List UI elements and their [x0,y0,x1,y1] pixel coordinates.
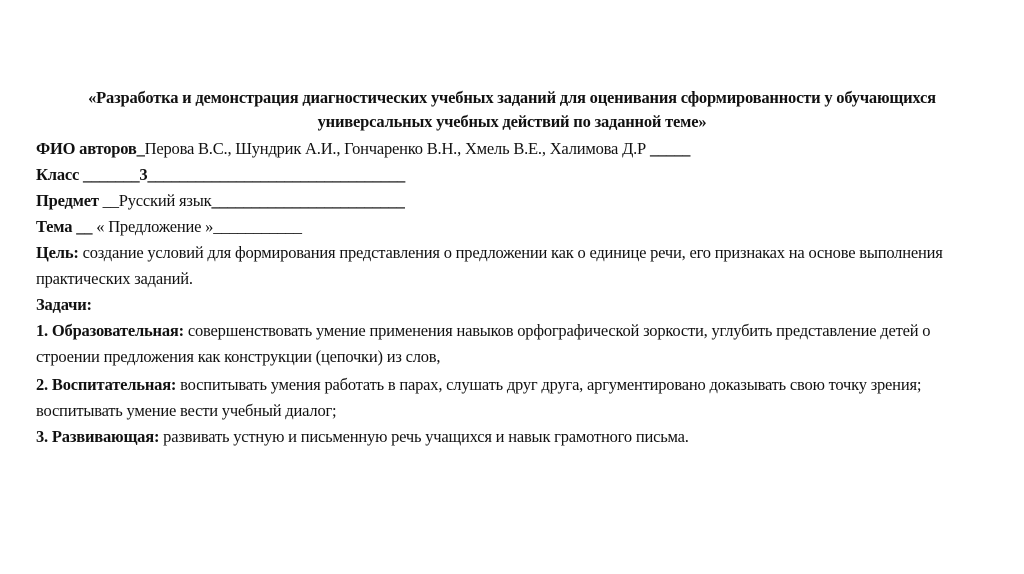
task-label: 1. Образовательная: [36,321,184,340]
topic-label: Тема __ [36,217,93,236]
subject-trail: ________________________ [211,191,405,210]
authors-row [36,136,690,162]
subject-row [36,188,405,214]
subject-lead: __ [102,191,119,210]
grade-value: 3________________________________ [139,165,406,184]
authors-trail: _____ [646,139,691,158]
authors-label: ФИО авторов_ [36,139,145,158]
topic-row [36,214,302,240]
task-label: 2. Воспитательная: [36,375,177,394]
goal-row [36,240,943,266]
task-label: 3. Развивающая: [36,427,160,446]
topic-value: « Предложение »___________ [92,217,302,236]
document-title-line-1: «Разработка и демонстрация диагностических учебных заданий для оценивания сформированности у обучающихся [88,88,936,107]
task-text-line-1: воспитывать умения работать в парах, слушать друг друга, аргументировано доказывать свою точку зрения; [176,375,922,394]
goal-text-line-1: создание условий для формирования представления о предложении как о единице речи, его признаках на основе выполнения [78,243,943,262]
tasks-heading: Задачи: [36,295,92,314]
task-text-line-1: совершенствовать умение применения навыков орфографической зоркости, углубить представление детей о [183,321,931,340]
task-item-educational [36,318,930,344]
task-item-upbringing [36,372,921,398]
task-text-line-1: развивать устную и письменную речь учащихся и навык грамотного письма. [159,427,689,446]
task-text-line-2: воспитывать умение вести учебный диалог; [36,401,337,420]
goal-label: Цель: [36,243,79,262]
goal-text-line-2: практических заданий. [36,269,193,288]
grade-label: Класс _______ [36,165,140,184]
document-title-line-2: универсальных учебных действий по заданной теме» [317,112,707,131]
task-text-line-2: строении предложения как конструкции (цепочки) из слов, [36,347,441,366]
subject-label: Предмет [36,191,103,210]
authors-value: Перова В.С., Шундрик А.И., Гончаренко В.Н., Хмель В.Е., Халимова Д.Р [144,139,647,158]
grade-row [36,162,405,188]
task-item-developmental [36,424,689,450]
subject-value: Русский язык [118,191,212,210]
